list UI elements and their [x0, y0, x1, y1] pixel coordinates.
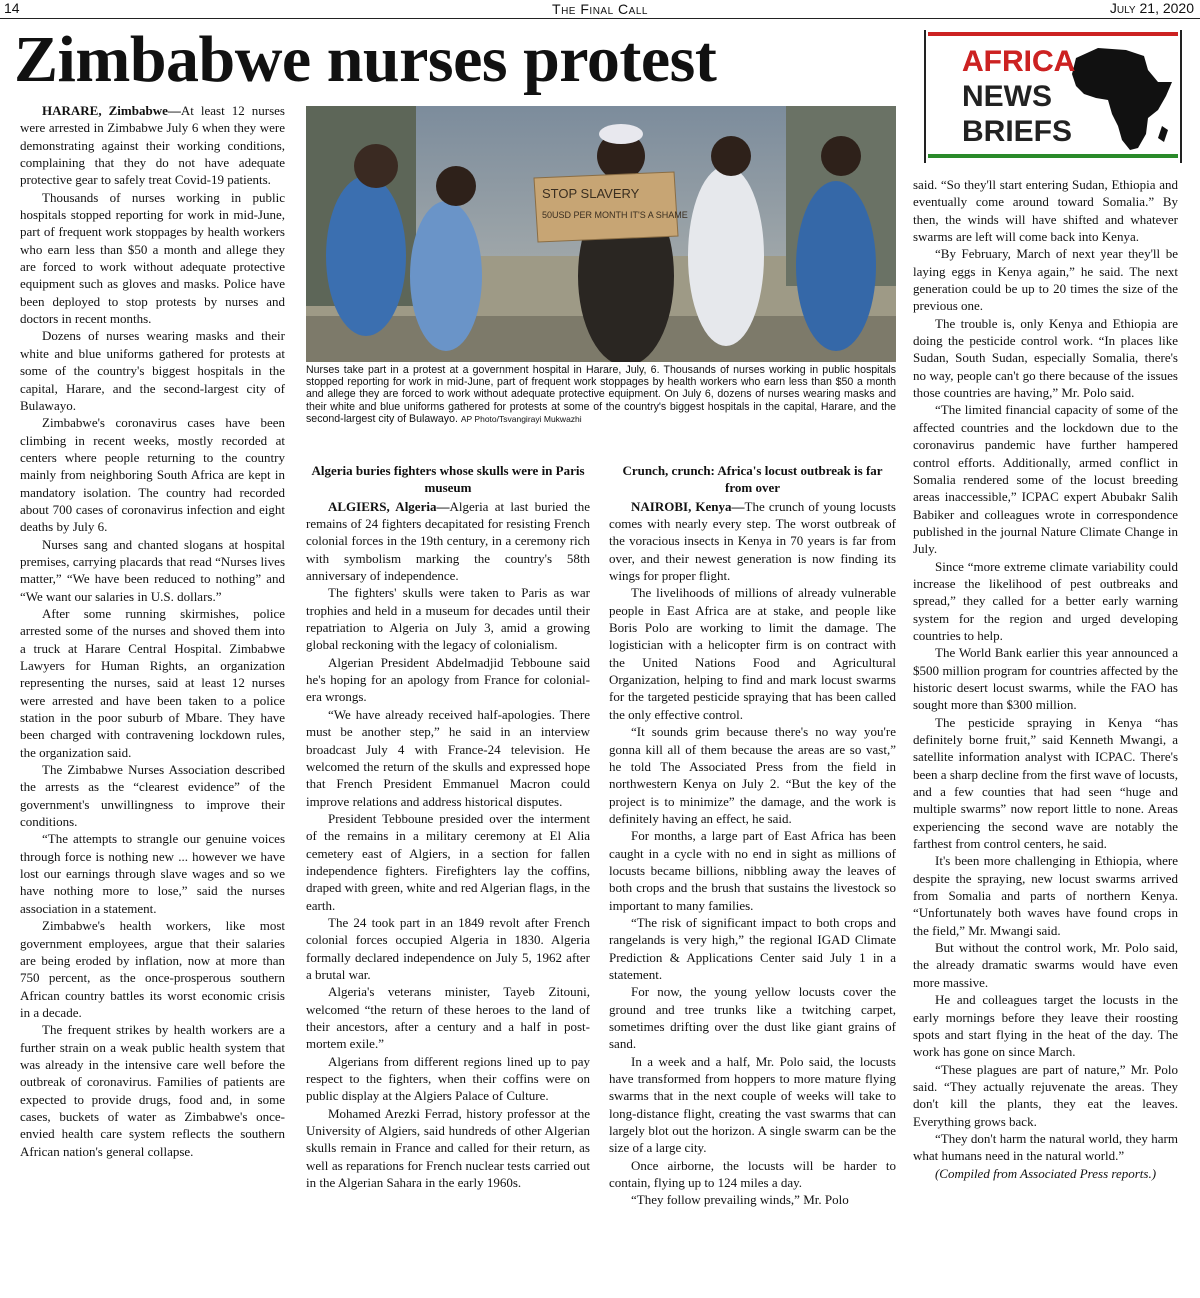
algeria-paragraph: “We have already received half-apologies. There must be another step,” he said in an interview broadcast July 4 with France-24 television. He welcomed the return of the skulls and expressed hope that French President Emmanuel Macron could improve relations and address historical disputes.: [306, 706, 590, 809]
locust-paragraph: He and colleagues target the locusts in the early mornings before they leave their roosting spots and start flying in the heat of the day. The work has gone on since March.: [913, 992, 1178, 1060]
badge-word-africa: AFRICA: [962, 45, 1076, 78]
algeria-paragraph: The fighters' skulls were taken to Paris as war trophies and held in a museum for decades until their repatriation to Algeria on July 3, amid a growing global reckoning with the legacy of colonialism.: [306, 585, 590, 653]
badge-word-briefs: BRIEFS: [962, 115, 1073, 148]
locust-paragraph: “It sounds grim because there's no way you're gonna kill all of them because the areas are so vast,” he told The Associated Press from the field in northwestern Kenya on July 2. “But the key of the project is to minimize” the damage, and the work is definitely having an effect, he said.: [609, 724, 896, 826]
locust-paragraph: “They follow prevailing winds,” Mr. Polo: [631, 1192, 849, 1208]
locust-paragraph: Once airborne, the locusts will be harder to contain, flying up to 124 miles a day.: [609, 1157, 896, 1191]
locust-paragraph: In a week and a half, Mr. Polo said, the locusts have transformed from hoppers to more mature flying swarms that in the next couple of weeks will take to long-distance flight, creating the vast swarms that can largely blot out the horizon. A single swarm can be the size of a large city.: [609, 1053, 896, 1156]
protest-photo: [306, 106, 896, 362]
page-number: 14: [4, 0, 20, 16]
locust-paragraph: The livelihoods of millions of already vulnerable people in East Africa are at stake, and people like Boris Polo are working to limit the damage. The logistician with a helicopter firm is on contract with the United Nations Food and Agricultural Organization, helping to find and mark locust swarms for the targeted pesticide spraying that has been called the only effective control.: [609, 585, 896, 722]
zimbabwe-paragraph: Thousands of nurses working in public hospitals stopped reporting for work in mid-June, part of frequent work stoppages by health workers who earn less than $50 a month and allege they are forced to work without adequate protective equipment such as gloves and masks. Police have been deployed to stop protests by nurses and doctors in recent months.: [20, 189, 285, 327]
zimbabwe-paragraph: The Zimbabwe Nurses Association described the arrests as the “clearest evidence” of the government's unwillingness to improve their conditions.: [20, 762, 285, 830]
locust-paragraph: “The risk of significant impact to both crops and rangelands is very high,” the regional IGAD Climate Prediction & Applications Center said July 1 in a statement.: [609, 914, 896, 982]
zimbabwe-paragraph: HARARE, Zimbabwe—At least 12 nurses were arrested in Zimbabwe July 6 when they were demonstrating against their working conditions, complaining that they do not have adequate protective gear to safely treat Covid-19 patients.: [20, 103, 285, 188]
locust-paragraph: “These plagues are part of nature,” Mr. Polo said. “They actually rejuvenate the areas. They don't kill the plants, they eat the leaves. Everything grows back.: [913, 1061, 1178, 1129]
algeria-paragraph: Algerian President Abdelmadjid Tebboune said he's hoping for an apology from France for colonial-era wrongs.: [306, 654, 590, 705]
locust-paragraph: For months, a large part of East Africa has been caught in a cycle with no end in sight as millions of locusts became billions, nibbling away the leaves of both crops and the brush that sustains the livestock so important to many families.: [609, 828, 896, 913]
zimbabwe-paragraph: The frequent strikes by health workers are a further strain on a weak public health system that was already in the intensive care well before the outbreak of coronavirus. Families of patients are expected to provide drugs, food and, in some cases, buckets of water as Zimbabwe's once-envied health care system reflects the southern African nation's general collapse.: [20, 1022, 285, 1159]
zimbabwe-paragraph: “The attempts to strangle our genuine voices through force is nothing new ... however we have lost our earnings through slave wages and so we have nothing more to lose,” said the nurses association in a statement.: [20, 831, 285, 916]
locust-paragraph: “The limited financial capacity of some of the affected countries and the lockdown due to the coronavirus pandemic have further hampered control efforts. Additionally, armed conflict in Somalia rendered some of the locust breeding areas inaccessible,” ICPAC expert Abubakr Salih Babiker and colleagues wrote in correspondence published in the journal Nature Climate Change in July.: [913, 402, 1178, 557]
locust-paragraph: Since “more extreme climate variability could increase the likelihood of pest outbreaks and spread,” they called for a better early warning system for the region and urged developing countries to help.: [913, 558, 1178, 643]
zimbabwe-paragraph: Zimbabwe's health workers, like most government employees, argue that their salaries are being eroded by inflation, now at more than 750 percent, as the once-prosperous southern African country battles its worst economic crisis in a decade.: [20, 918, 285, 1020]
locust-paragraph: But without the control work, Mr. Polo said, the already dramatic swarms would have even more massive.: [913, 940, 1178, 990]
locust-paragraph: The World Bank earlier this year announced a $500 million program for countries affected by the historic desert locust swarms, while the FAO has sought more than $300 million.: [913, 645, 1178, 713]
placard-text-2: 50USD PER MONTH IT'S A SHAME: [542, 210, 688, 220]
locust-paragraph: The trouble is, only Kenya and Ethiopia are doing the pesticide control work. “In places like Sudan, South Sudan, especially Somalia, there's no way, people can't go there because of the issues those countries are having,” Mr. Polo said.: [913, 315, 1178, 401]
algeria-headline: Algeria buries fighters whose skulls were in Paris museum: [311, 463, 585, 496]
locust-paragraph: said. “So they'll start entering Sudan, Ethiopia and eventually come around toward Somalia.” By then, the winds will have shifted and whatever swarms are left will come back into Kenya.: [913, 177, 1178, 245]
algeria-dateline: ALGIERS, Algeria—: [328, 498, 450, 514]
locust-paragraph: “By February, March of next year they'll be laying eggs in Kenya again,” he said. The next generation could be up to 20 times the size of the previous one.: [913, 246, 1178, 314]
locust-paragraph: For now, the young yellow locusts cover the ground and tree trunks like a twitching carpet, sometimes drifting over the dust like giant grains of sand.: [609, 984, 896, 1052]
algeria-story: [306, 462, 590, 1298]
locust-headline: Crunch, crunch: Africa's locust outbreak is far from over: [622, 463, 883, 496]
protest-photo-illustration: [306, 106, 896, 362]
africa-map-icon: [1072, 48, 1172, 150]
zimbabwe-paragraph: Nurses sang and chanted slogans at hospital premises, carrying placards that read “Nurses lives matter,” “We have been reduced to nothing” and “We want our salaries in U.S. dollars.”: [20, 536, 285, 604]
publication-name: The Final Call: [552, 1, 648, 17]
caption-credit: AP Photo/Tsvangirayi Mukwazhi: [460, 413, 582, 424]
algeria-paragraph: ALGIERS, Algeria—Algeria at last buried the remains of 24 fighters decapitated for resisting French colonial forces in the 19th century, in a ceremony rich with symbolism marking the country's 58th anniversary of independence.: [306, 498, 590, 584]
page-header: [0, 0, 1200, 19]
badge-word-news: NEWS: [962, 80, 1052, 113]
locust-dateline: NAIROBI, Kenya—: [631, 498, 745, 514]
algeria-paragraph: Algeria's veterans minister, Tayeb Zitouni, welcomed “the return of these heroes to the land of their ancestors, after a century and a half in post-mortem exile.”: [306, 984, 590, 1052]
locust-paragraph: NAIROBI, Kenya—The crunch of young locusts comes with nearly every step. The worst outbreak of the voracious insects in Kenya in 70 years is far from over, and their newest generation is now finding its wings for proper flight.: [609, 498, 896, 584]
zimbabwe-story: [20, 102, 285, 1298]
algeria-paragraph: The 24 took part in an 1849 revolt after French colonial forces occupied Algeria in 1830. Algeria formally declared independence on July 5, 1962 after a brutal war.: [306, 914, 590, 982]
zimbabwe-paragraph: Zimbabwe's coronavirus cases have been climbing in recent weeks, mostly recorded at centers where people returning to the country mainly from neighboring South Africa are kept in mandatory isolation. The country had recorded about 700 cases of coronavirus infection and eight deaths by July 6.: [20, 415, 285, 535]
zimbabwe-paragraph: Dozens of nurses wearing masks and their white and blue uniforms gathered for protests at some of the country's biggest hospitals in the capital, Harare, and the second-largest city of Bulawayo.: [20, 328, 285, 413]
issue-date: July 21, 2020: [1109, 0, 1194, 16]
locust-paragraph: It's been more challenging in Ethiopia, where despite the spraying, new locust swarms arrived from Somalia and parts of northern Kenya. “Unfortunately both waves have found crops in the field,” Mr. Mwangi said.: [913, 853, 1178, 938]
africa-news-briefs-badge: [924, 30, 1182, 163]
placard-text-1: STOP SLAVERY: [542, 186, 640, 201]
algeria-paragraph: Mohamed Arezki Ferrad, history professor at the University of Algiers, said hundreds of other Algerian skulls remain in France and called for their return, as well as reparations for French nuclear tests carried out in the Algerian Sahara in the early 1960s.: [306, 1105, 590, 1191]
locust-story-continued: [913, 176, 1178, 1298]
locust-paragraph: “They don't harm the natural world, they harm what humans need in the natural world.”: [913, 1130, 1178, 1164]
compiled-credit: (Compiled from Associated Press reports.): [934, 1165, 1157, 1181]
zimbabwe-paragraph: After some running skirmishes, police arrested some of the nurses and shoved them into a truck at Harare Central Hospital. Zimbabwe Lawyers for Human Rights, an organization representing the nurses, said at least 12 nurses were arrested and have been taken to a police station in the poor suburb of Mbare. They have been charged with contravening lockdown rules, the organization said.: [20, 605, 285, 760]
algeria-paragraph: President Tebboune presided over the interment of the remains in a military ceremony at El Alia cemetery east of Algiers, in a section for fallen independence fighters. Firefighters lay the coffins, draped with green, white and red Algerian flags, in the earth.: [306, 810, 590, 913]
caption-text: Nurses take part in a protest at a government hospital in Harare, July, 6. Thousands of nurses working in public hospitals stopped reporting for work in mid-June, part of frequent work stoppages by health workers who earn less than $50 a month and allege they are forced to work without adequate protective equipment. On July 6, dozens of nurses wearing masks and their white and blue uniforms gathered for protests at some of the country's biggest hospitals in the capital, Harare, and the second-largest city of Bulawayo.: [306, 364, 896, 425]
zimbabwe-dateline: HARARE, Zimbabwe—: [42, 103, 181, 118]
main-headline: Zimbabwe nurses protest: [14, 23, 717, 96]
badge-words: [962, 44, 1075, 149]
photo-caption: [306, 364, 896, 425]
locust-paragraph: The pesticide spraying in Kenya “has definitely borne fruit,” said Kenneth Mwangi, a satellite information analyst with ICPAC. There's been a sharp decline from the first wave of locusts, and a few counties that had seen “huge and multiple swarms” now report little to none. Areas experiencing the second wave are notably the farthest from control centers, he said.: [913, 714, 1178, 852]
algeria-paragraph: Algerians from different regions lined up to pay respect to the fighters, when their coffins were on public display at the Algiers Palace of Culture.: [306, 1053, 590, 1104]
locust-story: [609, 462, 896, 1298]
